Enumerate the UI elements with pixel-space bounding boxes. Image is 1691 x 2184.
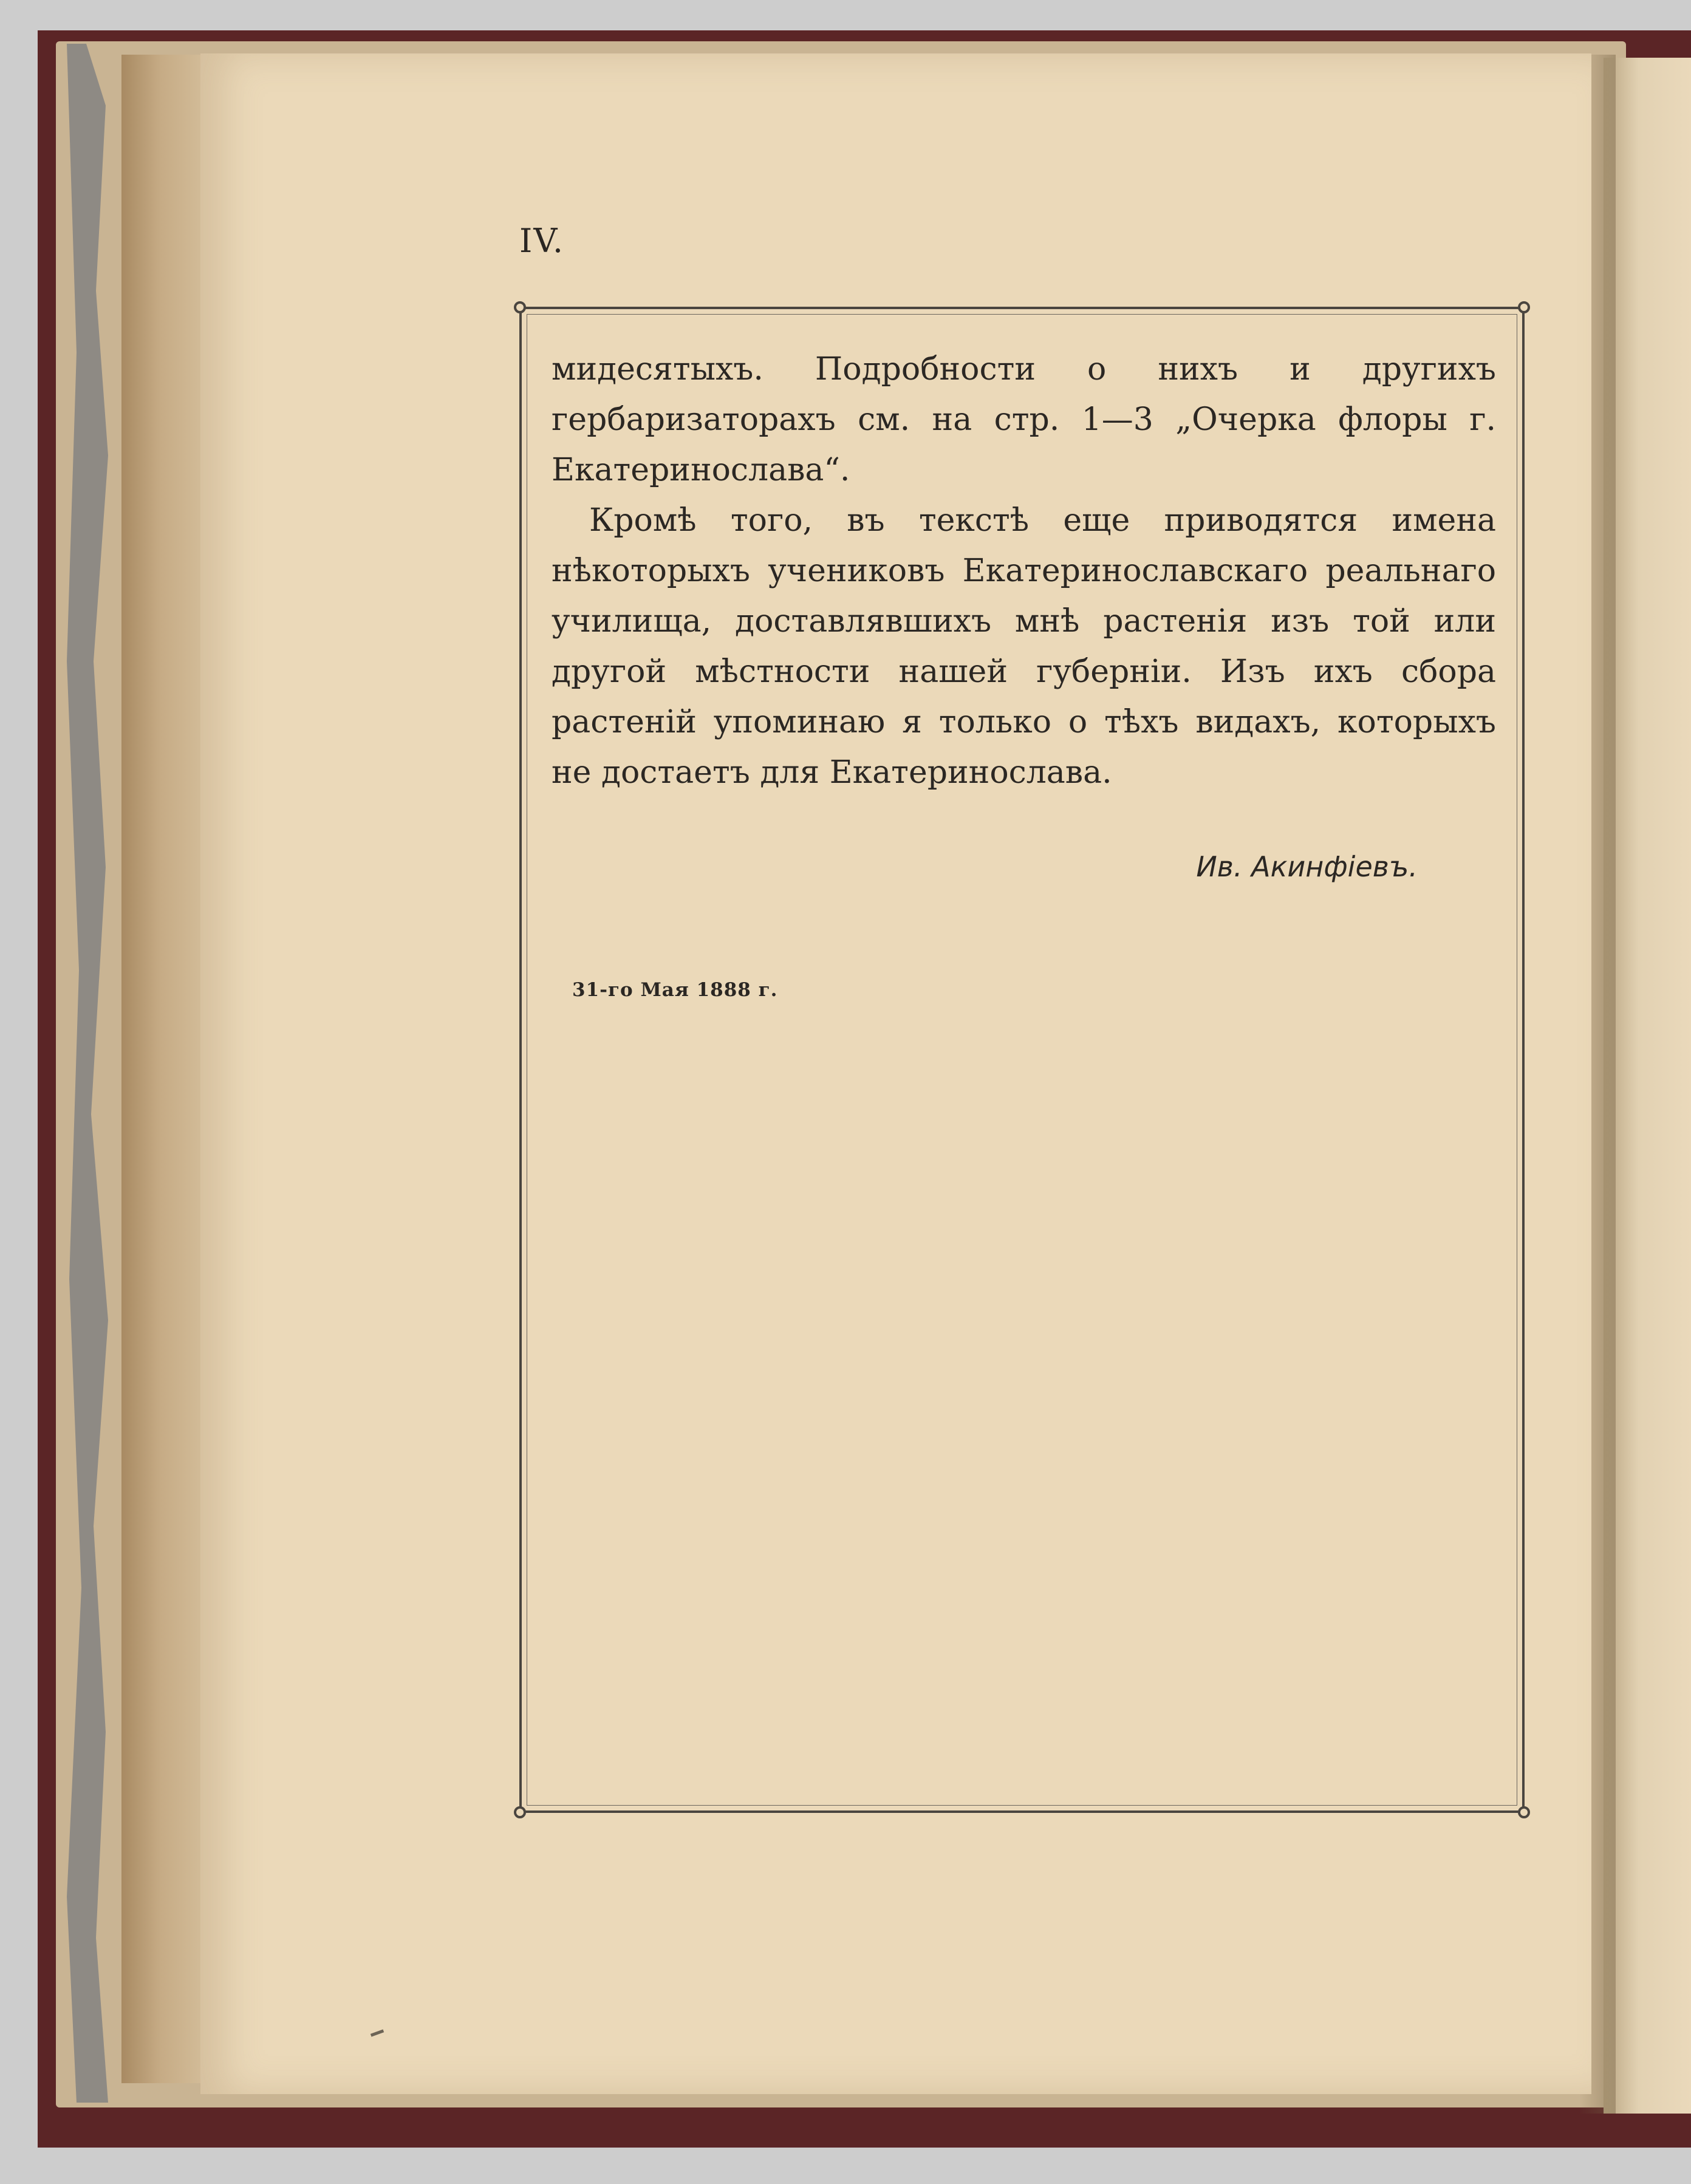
facing-page xyxy=(1604,58,1691,2114)
author-signature: Ив. Акинфіевъ. xyxy=(1196,850,1418,883)
corner-ornament-icon xyxy=(514,1806,526,1818)
paragraph: Кромѣ того, въ текстѣ еще приводятся имена нѣкоторыхъ учениковъ Екатеринославскаго реальнаго училища, доставлявшихъ мнѣ растенія изъ той или другой мѣстности нашей губерніи. Изъ ихъ сбора растеній упоминаю я только о тѣхъ видахъ, которыхъ не достаетъ для Екатеринослава. xyxy=(552,502,1496,791)
corner-ornament-icon xyxy=(1518,301,1530,313)
corner-ornament-icon xyxy=(514,301,526,313)
date-line: 31-го Мая 1888 г. xyxy=(572,979,778,1001)
paragraph: мидесятыхъ. Подробности о нихъ и другихъ гербаризаторахъ см. на стр. 1—3 „Очерка флоры г. Екатеринослава“. xyxy=(552,351,1496,488)
page-number: IV. xyxy=(519,222,565,260)
body-text xyxy=(552,344,1496,798)
corner-ornament-icon xyxy=(1518,1806,1530,1818)
